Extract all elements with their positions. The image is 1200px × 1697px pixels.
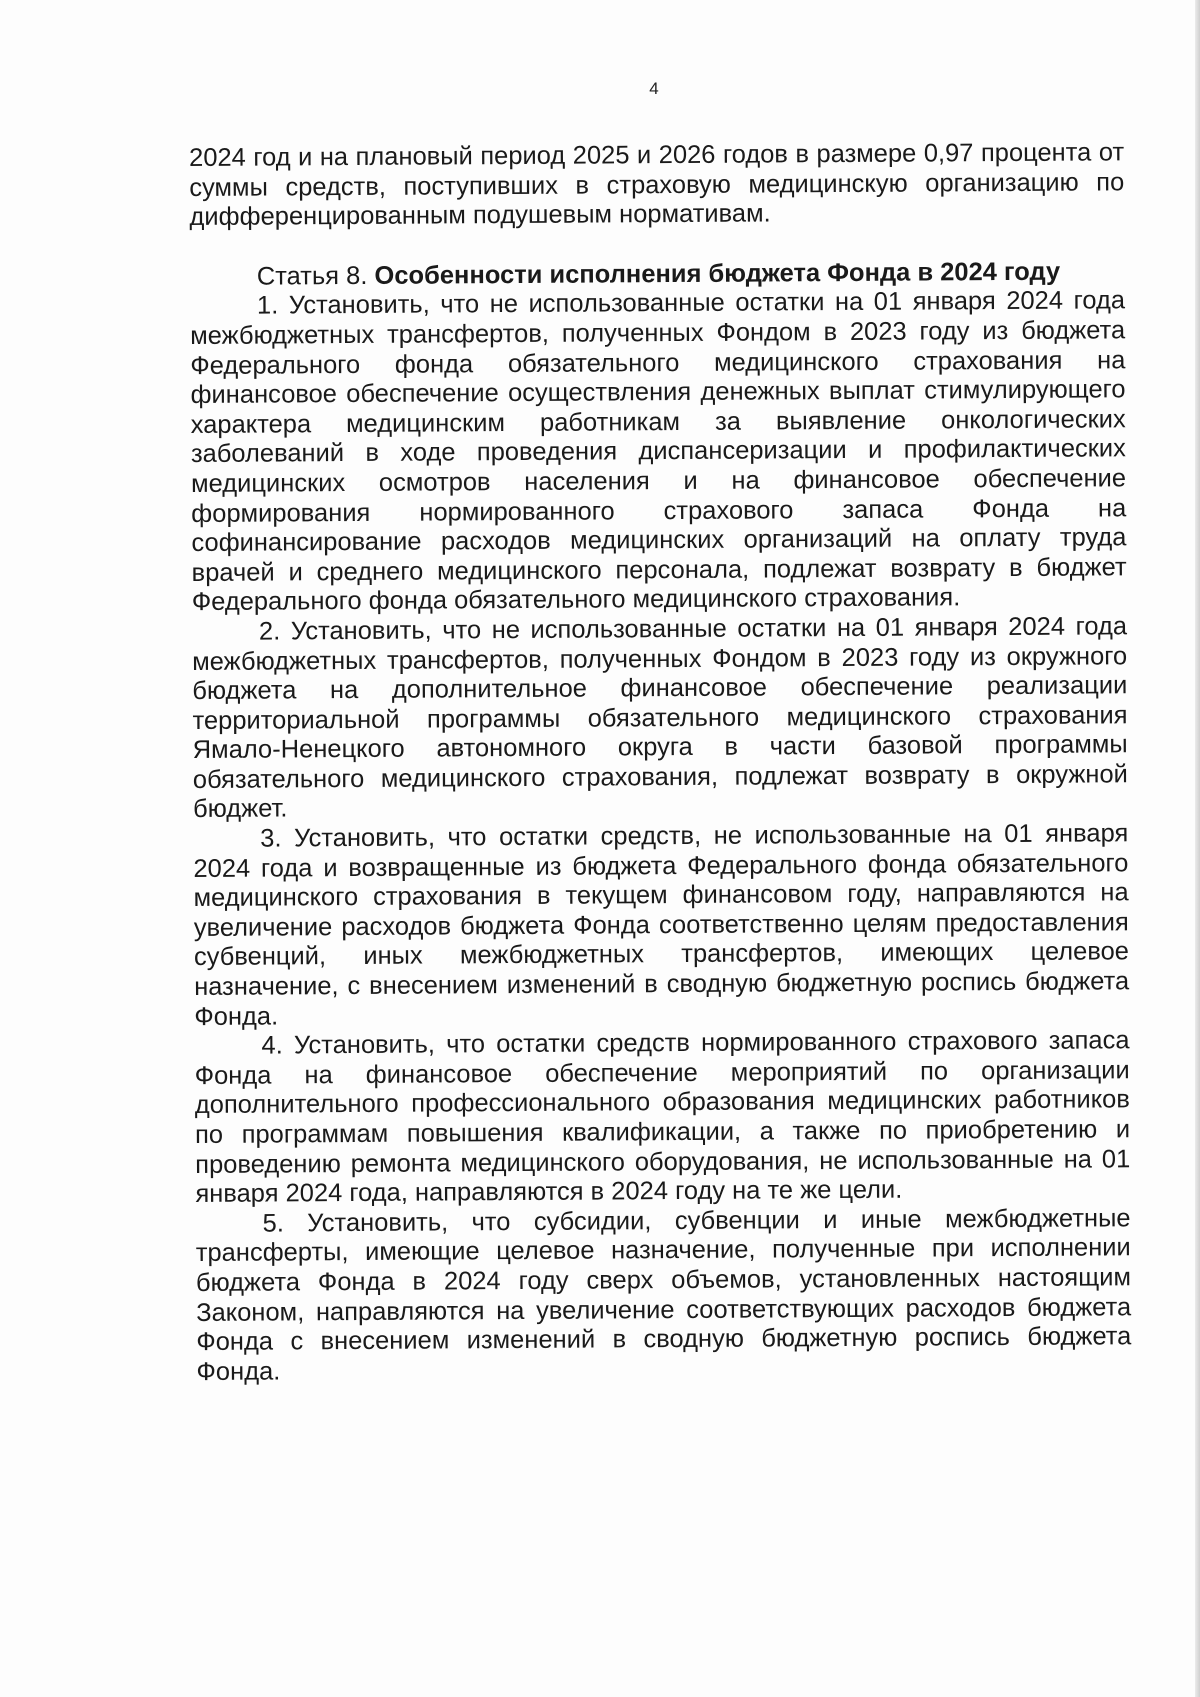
intro-paragraph: 2024 год и на плановый период 2025 и 2026 годов в размере 0,97 процента от суммы средств, поступивших в страховую медицинскую организацию по дифференцированным подушевым нормативам. — [189, 138, 1125, 232]
paragraph-5: 5. Установить, что субсидии, субвенции и иные межбюджетные трансферты, имеющие целевое назначение, полученные при исполнении бюджета Фонда в 2024 году сверх объемов, установленных настоящим Законом, направляются на увеличение соответствующих расходов бюджета Фонда с внесением изменений в сводную бюджетную роспись бюджета Фонда. — [195, 1204, 1132, 1386]
paragraph-4: 4. Установить, что остатки средств нормированного страхового запаса Фонда на финансовое обеспечение мероприятий по организации дополнительного профессионального образования медицинских работников по программам повышения квалификации, а также по приобретению и проведению ремонта медицинского оборудования, не использованные на 01 января 2024 года, направляются в 2024 году на те же цели. — [194, 1026, 1131, 1209]
page-number: 4 — [649, 79, 659, 98]
paragraph-2: 2. Установить, что не использованные остатки на 01 января 2024 года межбюджетных трансфертов, полученных Фондом в 2023 году из окружного бюджета на дополнительное финансовое обеспечение реализации территориальной программы обязательного медицинского страхования Ямало-Ненецкого автономного округа в части базовой программы обязательного медицинского страхования, подлежат возврату в окружной бюджет. — [192, 612, 1128, 824]
page-edge-shadow — [1195, 0, 1200, 1697]
article-title: Особенности исполнения бюджета Фонда в 2024 году — [374, 257, 1061, 290]
document-body — [189, 138, 1132, 1387]
article-prefix: Статья 8. — [256, 261, 368, 291]
paragraph-1: 1. Установить, что не использованные остатки на 01 января 2024 года межбюджетных трансфертов, полученных Фондом в 2023 году из бюджета Федерального фонда обязательного медицинского страхования на финансовое обеспечение осуществления денежных выплат стимулирующего характера медицинским работникам за выявление онкологических заболеваний в ходе проведения диспансеризации и профилактических медицинских осмотров населения и на финансовое обеспечение формирования нормированного страхового запаса Фонда на софинансирование расходов медицинских организаций на оплату труда врачей и среднего медицинского персонала, подлежат возврату в бюджет Федерального фонда обязательного медицинского страхования. — [190, 286, 1127, 617]
paragraph-3: 3. Установить, что остатки средств, не использованные на 01 января 2024 года и возвращенные из бюджета Федерального фонда обязательного медицинского страхования в текущем финансовом году, направляются на увеличение расходов бюджета Фонда соответственно целям предоставления субвенций, иных межбюджетных трансфертов, имеющих целевое назначение, с внесением изменений в сводную бюджетную роспись бюджета Фонда. — [193, 819, 1130, 1031]
